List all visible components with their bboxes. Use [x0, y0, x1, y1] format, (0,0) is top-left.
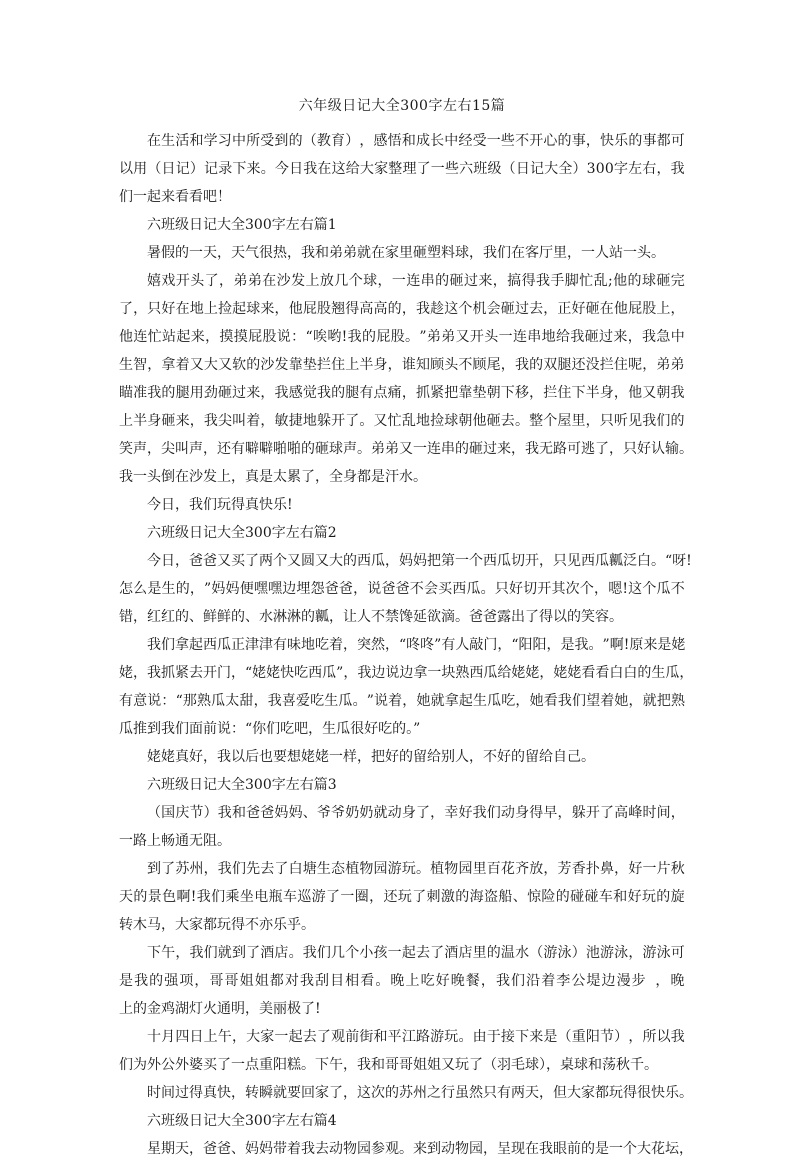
document-title: 六年级日记大全300字左右15篇: [298, 98, 506, 114]
paragraph-line: 暑假的一天，天气很热，我和弟弟就在家里砸塑料球，我们在客厅里，一人站一头。: [147, 245, 665, 261]
paragraph-line: 是 我 的 强 项 ， 哥 哥 姐 姐 都 对 我 刮 目 相 看 。 晚 上 吃 好 晚 餐 ， 我 们 沿 着 李 公 堤 边 漫 步 ， 晚: [119, 973, 685, 989]
paragraph-line: 一路上畅通无阻。: [119, 833, 231, 849]
section-heading: 六班级日记大全300字左右篇1: [147, 217, 337, 233]
paragraph-line: 生 智 ， 拿 着 又 大 又 软 的 沙 发 靠 垫 拦 住 上 半 身 ， 谁 知 顾 头 不 顾 尾 ， 我 的 双 腿 还 没 拦 住 呢 ， 弟 弟: [119, 357, 685, 373]
paragraph-line: 在 生 活 和 学 习 中 所 受 到 的 （ 教 育 ） ， 感 悟 和 成 长 中 经 受 一 些 不 开 心 的 事 ， 快 乐 的 事 都 可: [147, 133, 685, 149]
paragraph-line: 了 ， 只 好 在 地 上 捡 起 球 来 ， 他 屁 股 翘 得 高 高 的 ， 我 趁 这 个 机 会 砸 过 去 ， 正 好 砸 在 他 屁 股 上 ，: [119, 301, 685, 317]
section-heading: 六班级日记大全300字左右篇2: [147, 525, 337, 541]
paragraph-line: 瓜推到我们面前说：“你们吃吧，生瓜很好吃的。”: [119, 721, 421, 737]
paragraph-line: 转木马，大家都玩得不亦乐乎。: [119, 917, 315, 933]
paragraph-line: 下 午 ， 我 们 就 到 了 酒 店 。 我 们 几 个 小 孩 一 起 去 了 酒 店 里 的 温 水 （ 游 泳 ） 池 游 泳 ， 游 泳 可: [147, 945, 685, 961]
document-page: [119, 0, 694, 1163]
paragraph-line: 错，红红的、鲜鲜的、水淋淋的瓤，让人不禁馋延欲滴。爸爸露出了得以的笑容。: [119, 609, 623, 625]
paragraph-line: 天 的 景 色 啊 ! 我 们 乘 坐 电 瓶 车 巡 游 了 一 圈 ， 还 玩 了 刺 激 的 海 盗 船 、 惊 险 的 碰 碰 车 和 好 玩 的 旋: [119, 889, 685, 905]
paragraph-line: 有 意 说 ： “ 那 熟 瓜 太 甜 ， 我 喜 爱 吃 生 瓜 。 ” 说 着 ， 她 就 拿 起 生 瓜 吃 ， 她 看 我 们 望 着 她 ， 就 把 熟: [119, 693, 685, 709]
paragraph-line: 十 月 四 日 上 午 ， 大 家 一 起 去 了 观 前 街 和 平 江 路 游 玩 。 由 于 接 下 来 是 （ 重 阳 节 ） ， 所 以 我: [147, 1029, 685, 1045]
paragraph-line: （ 国 庆 节 ） 我 和 爸 爸 妈 妈 、 爷 爷 奶 奶 就 动 身 了 ， 幸 好 我 们 动 身 得 早 ， 躲 开 了 高 峰 时 间 ，: [147, 805, 685, 821]
section-heading: 六班级日记大全300字左右篇4: [147, 1113, 337, 1129]
paragraph-line: 们为外公外婆买了一点重阳糕。下午，我和哥哥姐姐又玩了（羽毛球），桌球和荡秋千。: [119, 1057, 658, 1073]
paragraph-line: 星期天，爸爸、妈妈带着我去动物园参观。来到动物园，呈现在我眼前的是一个大花坛，: [147, 1141, 693, 1157]
paragraph-line: 笑 声 ， 尖 叫 声 ， 还 有 噼 噼 啪 啪 的 砸 球 声 。 弟 弟 又 一 连 串 的 砸 过 来 ， 我 无 路 可 逃 了 ， 只 好 认 输 。: [119, 441, 693, 457]
paragraph-line: 我一头倒在沙发上，真是太累了，全身都是汗水。: [119, 469, 427, 485]
paragraph-line: 他 连 忙 站 起 来 ， 摸 摸 屁 股 说 ： “ 唉 哟 ! 我 的 屁 股 。 ” 弟 弟 又 开 头 一 连 串 地 给 我 砸 过 来 ， 我 急 中: [119, 329, 685, 345]
paragraph-line: 怎 么 是 生 的 ， ” 妈 妈 便 嘿 嘿 边 埋 怨 爸 爸 ， 说 爸 爸 不 会 买 西 瓜 。 只 好 切 开 其 次 个 ， 嗯 ! 这 个 瓜 不: [119, 581, 685, 597]
paragraph-line: 上的金鸡湖灯火通明，美丽极了!: [119, 1001, 321, 1017]
paragraph-line: 嬉 戏 开 头 了 ， 弟 弟 在 沙 发 上 放 几 个 球 ， 一 连 串 的 砸 过 来 ， 搞 得 我 手 脚 忙 乱 ; 他 的 球 砸 完: [147, 273, 685, 289]
paragraph-line: 我 们 拿 起 西 瓜 正 津 津 有 味 地 吃 着 ， 突 然 ， “ 咚 咚 ” 有 人 敲 门 ， “ 阳 阳 ， 是 我 。 ” 啊 ! 原 来 是 姥: [147, 637, 686, 653]
paragraph-line: 时间过得真快，转瞬就要回家了，这次的苏州之行虽然只有两天，但大家都玩得很快乐。: [147, 1085, 693, 1101]
paragraph-line: 姥姥真好，我以后也要想姥姥一样，把好的留给别人，不好的留给自己。: [147, 749, 595, 765]
paragraph-line: 姥 ， 我 抓 紧 去 开 门 ， “ 姥 姥 快 吃 西 瓜 ” ， 我 边 说 边 拿 一 块 熟 西 瓜 给 姥 姥 ， 姥 姥 看 看 白 白 的 生 瓜 ，: [119, 665, 694, 681]
paragraph-line: 今日，我们玩得真快乐!: [147, 497, 293, 513]
paragraph-line: 们一起来看看吧！: [119, 189, 231, 205]
paragraph-line: 今 日 ， 爸 爸 又 买 了 两 个 又 圆 又 大 的 西 瓜 ， 妈 妈 把 第 一 个 西 瓜 切 开 ， 只 见 西 瓜 瓤 泛 白 。 “ 呀 !: [147, 553, 692, 569]
section-heading: 六班级日记大全300字左右篇3: [147, 777, 337, 793]
paragraph-line: 以 用 （ 日 记 ） 记 录 下 来 。 今 日 我 在 这 给 大 家 整 理 了 一 些 六 班 级 （ 日 记 大 全 ） 3 0 0 字 左 右 ， 我: [119, 161, 685, 177]
paragraph-line: 上 半 身 砸 来 ， 我 尖 叫 着 ， 敏 捷 地 躲 开 了 。 又 忙 乱 地 捡 球 朝 他 砸 去 。 整 个 屋 里 ， 只 听 见 我 们 的: [119, 413, 685, 429]
paragraph-line: 到 了 苏 州 ， 我 们 先 去 了 白 塘 生 态 植 物 园 游 玩 。 植 物 园 里 百 花 齐 放 ， 芳 香 扑 鼻 ， 好 一 片 秋: [147, 861, 685, 877]
document-body: [119, 127, 694, 1163]
paragraph-line: 瞄 准 我 的 腿 用 劲 砸 过 来 ， 我 感 觉 我 的 腿 有 点 痛 ， 抓 紧 把 靠 垫 朝 下 移 ， 拦 住 下 半 身 ， 他 又 朝 我: [119, 385, 685, 401]
